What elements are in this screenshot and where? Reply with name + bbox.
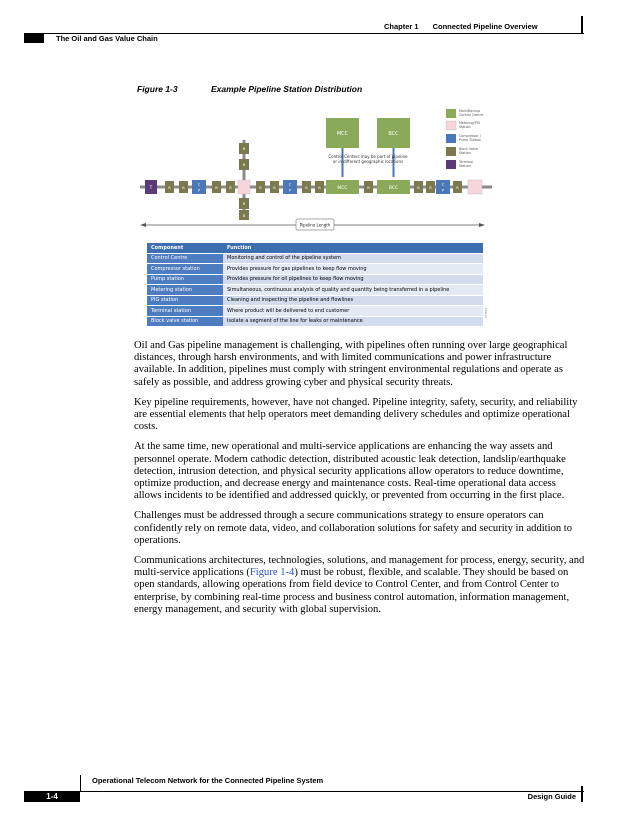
legend-label-terminal: Terminal [459,160,473,164]
svg-text:Compressor /Pump Station: Compressor / Pump Station [459,134,482,142]
table-cell-component: PIG station [147,295,223,306]
svg-text:B: B [456,186,459,190]
table-row [147,264,483,275]
svg-text:T: T [149,185,153,190]
metering-station-junction [238,180,250,194]
svg-text:BCC: BCC [388,186,399,191]
table-cell-function: Monitoring and control of the pipeline system [223,253,483,264]
table-cell-function: Where product will be delivered to end customer [223,306,483,317]
table-header-function: Function [223,243,483,253]
pipeline-diagram [0,0,638,240]
chapter-title: Connected Pipeline Overview [432,22,538,31]
table-cell-component: Metering station [147,285,223,296]
bcc-label: BCC [388,131,399,137]
svg-text:B: B [242,202,246,206]
table-header-row [147,243,483,253]
svg-text:B: B [305,186,308,190]
table-row [147,295,483,306]
svg-text:P: P [441,188,445,193]
mcc-label: MCC [336,131,349,137]
legend-label-block-valve: Block Valve [459,147,478,151]
page-number: 1-4 [24,791,80,802]
legend-swatch-block-valve [446,147,456,156]
paragraph: Challenges must be addressed through a secure communications strategy to ensure operators can confidently rely on remote data, video, and collaboration solutions for safety and security in addition to operations. [134,510,573,546]
table-row [147,316,483,327]
table-header-component: Component [147,243,223,253]
legend-label-metering: Metering/PIG [459,121,481,125]
table-cell-function: Provides pressure for gas pipelines to keep flow moving [223,264,483,275]
svg-text:MCC: MCC [337,186,348,191]
svg-text:B: B [367,186,370,190]
svg-text:B: B [182,186,185,190]
footer-divider-left [80,775,81,791]
paragraph: Key pipeline requirements, however, have not changed. Pipeline integrity, safety, security, and reliability are essential elements that help operators meet demanding delivery schedules and optimize operational costs. [134,396,578,433]
table-cell-component: Terminal station [147,306,223,317]
legend-swatch-compressor [446,134,456,143]
table-row [147,253,483,264]
footer-divider-right [581,786,583,802]
legend-label-compressor: Compressor / [459,134,481,138]
svg-text:B: B [168,186,171,190]
figure-link[interactable]: Figure 1-4 [249,567,295,579]
table-cell-component: Control Centre [147,253,223,264]
legend-swatch-metering [446,121,456,130]
table-cell-function: Provides pressure for oil pipelines to keep flow moving [223,274,483,285]
legend-label-control-centre: Main/Backup [459,109,481,113]
svg-text:B: B [318,186,321,190]
figure-title: Example Pipeline Station Distribution [211,84,363,94]
legend-swatch-terminal [446,160,456,169]
svg-text:B: B [417,186,420,190]
table-cell-function: Cleaning and inspecting the pipeline and flowlines [223,295,483,306]
component-table [147,243,483,327]
figure-id: 377874 [484,307,488,318]
table-row [147,274,483,285]
footer-doc-title: Operational Telecom Network for the Connected Pipeline System [92,776,324,785]
legend-swatch-control-centre [446,109,456,118]
control-centre-note: Control Centers may be part of pipeline or in different geographic locations [328,154,408,164]
table-row [147,285,483,296]
table-cell-function: Simultaneous, continuous analysis of quality and quantity being transferred in a pipeline [223,285,483,296]
metering-station-end [468,180,482,194]
table-cell-component: Pump station [147,274,223,285]
table-cell-function: Isolate a segment of the line for leaks or maintenance [223,316,483,327]
svg-text:Main/BackupControl Centre: Main/Backup Control Centre [459,109,483,117]
svg-text:B: B [242,147,246,151]
block-valve-stations [165,143,462,220]
svg-text:B: B [242,163,246,167]
chapter-number: Chapter 1 [384,22,419,31]
svg-text:C: C [441,182,445,187]
figure-number: Figure 1-3 [137,84,178,94]
paragraph [134,555,585,616]
paragraph-text: ) must be robust, flexible, and scalable. They should be based on open standards, allowing operations from field device to Control Center, and from Control Center to enterprise, by combining real-time process and business control automation, information management, energy management, and security with global supervision. [134,567,570,615]
svg-text:B: B [242,214,246,218]
svg-text:B: B [273,186,276,190]
paragraph: Oil and Gas pipeline management is challenging, with pipelines often running over large geographical distances, through harsh environments, and with limited communications and power infrastructure available. In addition, pipelines must comply with stringent environmental regulations and operate as safely as possible, and address growing cyber and physical security threats. [134,340,568,388]
svg-text:C: C [288,182,292,187]
svg-text:B: B [429,186,432,190]
svg-text:C: C [197,182,201,187]
svg-text:P: P [197,188,201,193]
svg-text:Block ValveStation: Block Valve Station [459,147,478,155]
paragraph: At the same time, new operational and multi-service applications are enhancing the way assets and personnel operate. Modern cathodic detection, distributed acoustic leak detection, landslip/earthquake detection, intrusion detection, and physical security applications allow operators to reduce downtime, optimize production, and decrease energy and maintenance costs. Real-time operational data access allows incidents to be identified and addressed quickly, or prevented from occurring in the first place. [134,441,566,502]
svg-text:B: B [215,186,218,190]
diagram-legend [446,109,483,169]
table-cell-component: Block valve station [147,316,223,327]
section-title: The Oil and Gas Value Chain [56,34,158,43]
body-text [134,340,585,624]
svg-text:B: B [259,186,262,190]
table-cell-component: Compressor station [147,264,223,275]
svg-text:P: P [288,188,292,193]
svg-text:B: B [229,186,232,190]
table-row [147,306,483,317]
paragraph-text: Communications architectures, technologies, solutions, and management for process, energy, security, and multi-service applications ( [134,555,585,579]
pipeline-length-label: Pipeline Length [299,222,331,228]
svg-text:TerminalStation: Terminal Station [459,160,473,168]
svg-text:Metering/PIGStation: Metering/PIG Station [459,121,481,129]
footer-guide: Design Guide [527,792,576,801]
